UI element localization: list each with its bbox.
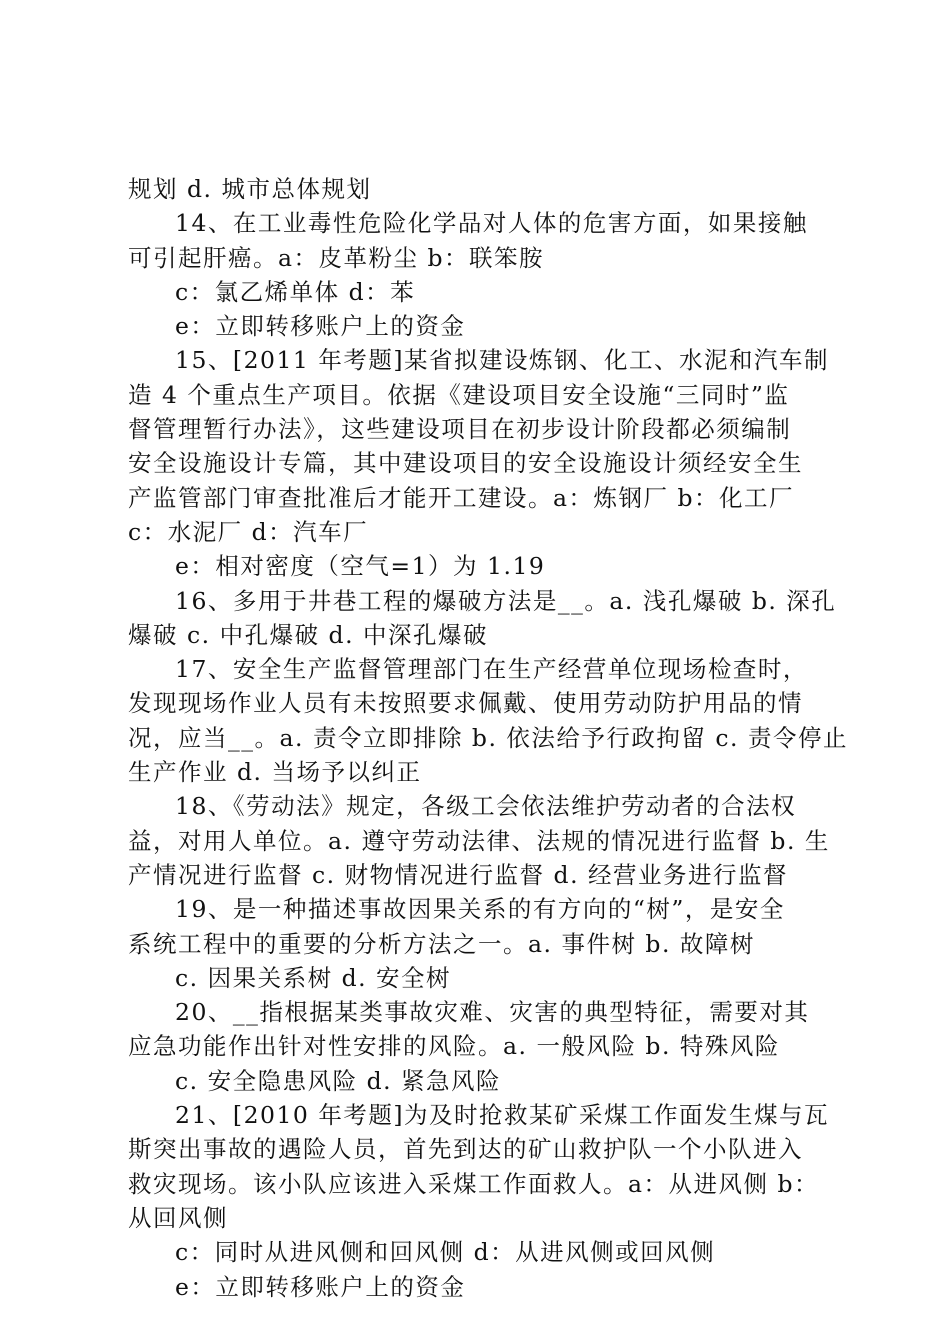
text-line: 生产作业 d. 当场予以纠正 [128, 758, 422, 787]
text-line: 从回风侧 [128, 1203, 228, 1232]
text-line: e：立即转移账户上的资金 [175, 312, 466, 341]
text-line: c：氯乙烯单体 d：苯 [175, 277, 416, 306]
text-line: c. 因果关系树 d. 安全树 [175, 963, 452, 992]
text-line: 产监管部门审查批准后才能开工建设。a：炼钢厂 b：化工厂 [128, 483, 795, 512]
text-line: 督管理暂行办法》，这些建设项目在初步设计阶段都必须编制 [128, 415, 792, 444]
text-line: 21、[2010 年考题]为及时抢救某矿采煤工作面发生煤与瓦 [175, 1101, 830, 1130]
text-line: c. 安全隐患风险 d. 紧急风险 [175, 1066, 502, 1095]
text-line: 规划 d. 城市总体规划 [128, 175, 372, 203]
text-line: 15、[2011 年考题]某省拟建设炼钢、化工、水泥和汽车制 [175, 346, 830, 375]
text-line: 救灾现场。该小队应该进入采煤工作面救人。a：从进风侧 b： [128, 1169, 820, 1198]
text-line: 产情况进行监督 c. 财物情况进行监督 d. 经营业务进行监督 [128, 860, 789, 889]
text-line: 系统工程中的重要的分析方法之一。a. 事件树 b. 故障树 [128, 929, 755, 958]
text-line: 20、__指根据某类事故灾难、灾害的典型特征，需要对其 [175, 998, 810, 1027]
text-line: 爆破 c. 中孔爆破 d. 中深孔爆破 [128, 620, 489, 649]
text-line: 14、在工业毒性危险化学品对人体的危害方面，如果接触 [175, 209, 808, 238]
text-line: 况，应当__。a. 责令立即排除 b. 依法给予行政拘留 c. 责令停止 [128, 723, 848, 752]
text-line: 造 4 个重点生产项目。依据《建设项目安全设施“三同时”监 [128, 380, 790, 409]
text-line: 18、《劳动法》规定，各级工会依法维护劳动者的合法权 [175, 792, 797, 821]
text-line: 益，对用人单位。a. 遵守劳动法律、法规的情况进行监督 b. 生 [128, 826, 830, 855]
text-line: e：立即转移账户上的资金 [175, 1272, 466, 1301]
text-line: 安全设施设计专篇，其中建设项目的安全设施设计须经安全生 [128, 449, 803, 478]
text-line: e：相对密度（空气=1）为 1.19 [175, 552, 546, 581]
text-line: c：同时从进风侧和回风侧 d：从进风侧或回风侧 [175, 1238, 716, 1267]
text-line: 应急功能作出针对性安排的风险。a. 一般风险 b. 特殊风险 [128, 1032, 780, 1061]
text-line: 17、安全生产监督管理部门在生产经营单位现场检查时， [175, 655, 808, 684]
text-line: 斯突出事故的遇险人员，首先到达的矿山救护队一个小队进入 [128, 1135, 803, 1164]
text-line: 发现现场作业人员有未按照要求佩戴、使用劳动防护用品的情 [128, 689, 803, 718]
text-line: c：水泥厂 d：汽车厂 [128, 517, 369, 546]
document-body [128, 172, 848, 1304]
text-line: 16、多用于井巷工程的爆破方法是__。a. 浅孔爆破 b. 深孔 [175, 586, 837, 615]
text-line: 19、是一种描述事故因果关系的有方向的“树”，是安全 [175, 895, 785, 924]
text-line: 可引起肝癌。a：皮革粉尘 b：联笨胺 [128, 243, 545, 272]
